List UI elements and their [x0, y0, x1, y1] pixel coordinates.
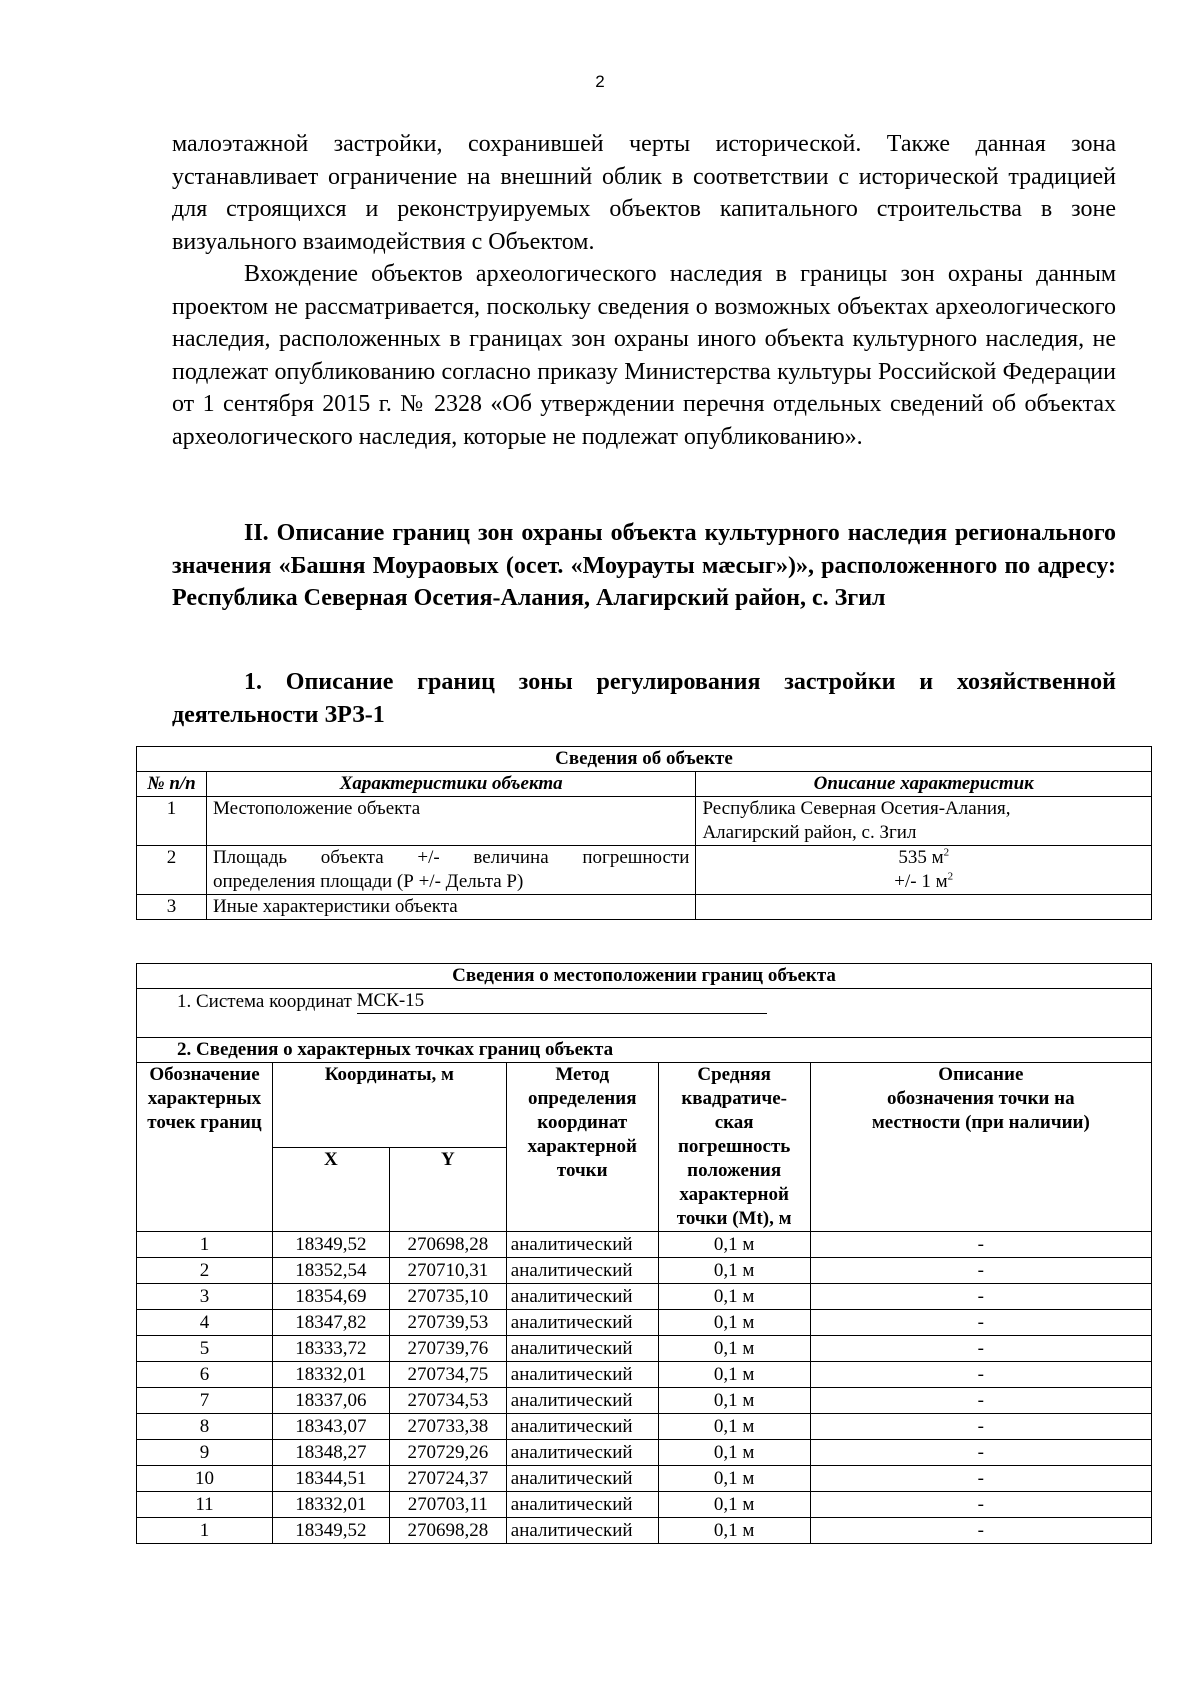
point-method: аналитический	[506, 1388, 658, 1414]
table-title-row	[137, 747, 1152, 772]
page-number: 2	[595, 72, 605, 91]
header-error	[658, 1063, 810, 1232]
point-mt: 0,1 м	[658, 1466, 810, 1492]
header-error-line: точки (Mt), м	[676, 1208, 792, 1229]
point-description: -	[810, 1388, 1151, 1414]
point-description: -	[810, 1336, 1151, 1362]
points-table-body	[137, 1232, 1152, 1544]
row-desc	[696, 895, 1152, 920]
point-x: 18349,52	[272, 1518, 389, 1544]
area-error	[702, 870, 1145, 894]
row-name: Иные характеристики объекта	[206, 895, 696, 920]
table-row	[137, 1414, 1152, 1440]
area-value	[702, 846, 1145, 870]
points-section-row	[137, 1038, 1152, 1063]
point-y: 270733,38	[389, 1414, 506, 1440]
header-error-line: Средняя	[697, 1064, 771, 1085]
location-title-row	[137, 964, 1152, 989]
point-method: аналитический	[506, 1440, 658, 1466]
point-x: 18354,69	[272, 1284, 389, 1310]
point-y: 270734,75	[389, 1362, 506, 1388]
header-method-line: координат	[537, 1112, 628, 1133]
point-id: 8	[137, 1414, 273, 1440]
point-y: 270698,28	[389, 1518, 506, 1544]
point-method: аналитический	[506, 1258, 658, 1284]
header-num: № п/п	[137, 772, 207, 797]
point-id: 10	[137, 1466, 273, 1492]
location-table-title: Сведения о местоположении границ объекта	[137, 964, 1152, 989]
header-designation-line: характерных	[147, 1088, 262, 1109]
header-designation	[137, 1063, 273, 1232]
point-description: -	[810, 1362, 1151, 1388]
row-num: 1	[137, 797, 207, 846]
point-method: аналитический	[506, 1362, 658, 1388]
table-row	[137, 1284, 1152, 1310]
point-y: 270734,53	[389, 1388, 506, 1414]
section-heading-block	[172, 517, 1116, 615]
point-method: аналитический	[506, 1518, 658, 1544]
point-mt: 0,1 м	[658, 1336, 810, 1362]
coord-system-value: МСК-15	[357, 989, 767, 1014]
row-num: 2	[137, 846, 207, 895]
header-error-line: ская	[714, 1112, 754, 1133]
point-x: 18352,54	[272, 1258, 389, 1284]
intro-paragraph	[172, 128, 1116, 258]
area-label-line-1: Площадь объекта +/- величина погрешности	[212, 847, 690, 868]
point-x: 18332,01	[272, 1492, 389, 1518]
subsection-heading: 1. Описание границ зоны регулирования застройки и хозяйственной деятельности ЗРЗ-1	[172, 669, 1116, 728]
point-description: -	[810, 1284, 1151, 1310]
point-id: 5	[137, 1336, 273, 1362]
table-row	[137, 1388, 1152, 1414]
table-row	[137, 1232, 1152, 1258]
subsection-heading-block	[172, 666, 1116, 731]
archaeology-paragraph	[172, 258, 1116, 453]
point-x: 18343,07	[272, 1414, 389, 1440]
header-method-line: точки	[556, 1160, 608, 1181]
point-mt: 0,1 м	[658, 1440, 810, 1466]
row-name: Местоположение объекта	[206, 797, 696, 846]
point-x: 18344,51	[272, 1466, 389, 1492]
point-mt: 0,1 м	[658, 1310, 810, 1336]
row-name	[206, 846, 696, 895]
point-id: 1	[137, 1518, 273, 1544]
header-designation-line: Обозначение	[149, 1064, 260, 1085]
point-mt: 0,1 м	[658, 1284, 810, 1310]
point-method: аналитический	[506, 1232, 658, 1258]
object-info-table	[136, 746, 1152, 920]
point-description: -	[810, 1466, 1151, 1492]
table-row	[137, 797, 1152, 846]
header-coordinates: Координаты, м	[272, 1063, 506, 1148]
coord-system-cell	[137, 989, 1152, 1038]
point-mt: 0,1 м	[658, 1232, 810, 1258]
point-method: аналитический	[506, 1466, 658, 1492]
point-description: -	[810, 1492, 1151, 1518]
point-description: -	[810, 1258, 1151, 1284]
point-mt: 0,1 м	[658, 1258, 810, 1284]
point-description: -	[810, 1518, 1151, 1544]
row-num: 3	[137, 895, 207, 920]
header-description-line: обозначения точки на	[887, 1088, 1075, 1109]
row-desc	[696, 846, 1152, 895]
point-id: 6	[137, 1362, 273, 1388]
header-characteristics: Характеристики объекта	[206, 772, 696, 797]
area-value-text: 535 м	[898, 847, 944, 868]
point-mt: 0,1 м	[658, 1388, 810, 1414]
point-id: 4	[137, 1310, 273, 1336]
points-header-row	[137, 1063, 1152, 1148]
point-method: аналитический	[506, 1336, 658, 1362]
point-y: 270724,37	[389, 1466, 506, 1492]
area-unit-power: 2	[943, 846, 950, 859]
point-id: 11	[137, 1492, 273, 1518]
row-desc	[696, 797, 1152, 846]
coord-system-row	[137, 989, 1152, 1038]
header-point-description	[810, 1063, 1151, 1232]
point-y: 270739,53	[389, 1310, 506, 1336]
header-y: Y	[389, 1147, 506, 1232]
header-designation-line: точек границ	[147, 1112, 262, 1133]
point-mt: 0,1 м	[658, 1362, 810, 1388]
point-y: 270703,11	[389, 1492, 506, 1518]
table-row	[137, 1440, 1152, 1466]
header-method-line: характерной	[527, 1136, 637, 1157]
header-description: Описание характеристик	[696, 772, 1152, 797]
table-row	[137, 1492, 1152, 1518]
section-heading: II. Описание границ зон охраны объекта культурного наследия регионального значения «Башня Моураовых (осет. «Моурауты мæсыг»)», расположенного по адресу: Республика Северная Осетия-Алания, Алагирский район, с. Згил	[172, 520, 1116, 611]
point-y: 270698,28	[389, 1232, 506, 1258]
table-row	[137, 1466, 1152, 1492]
table-row	[137, 1310, 1152, 1336]
point-y: 270710,31	[389, 1258, 506, 1284]
point-x: 18348,27	[272, 1440, 389, 1466]
header-description-line: местности (при наличии)	[871, 1112, 1090, 1133]
header-error-line: характерной	[679, 1184, 789, 1205]
point-description: -	[810, 1310, 1151, 1336]
point-method: аналитический	[506, 1492, 658, 1518]
object-table-title: Сведения об объекте	[137, 747, 1152, 772]
point-id: 1	[137, 1232, 273, 1258]
point-mt: 0,1 м	[658, 1492, 810, 1518]
point-description: -	[810, 1440, 1151, 1466]
area-error-text: +/- 1 м	[894, 871, 948, 892]
table-row	[137, 1518, 1152, 1544]
paragraph-archaeology: Вхождение объектов археологического наследия в границы зон охраны данным проектом не рассматривается, поскольку сведения о возможных объектах археологического наследия, расположенных в границах зон охраны иного объекта культурного наследия, не подлежат опубликованию согласно приказу Министерства культуры Российской Федерации от 1 сентября 2015 г. № 2328 «Об утверждении перечня отдельных сведений об объектах археологического наследия, которые не подлежат опубликованию».	[172, 261, 1116, 450]
point-mt: 0,1 м	[658, 1414, 810, 1440]
point-x: 18333,72	[272, 1336, 389, 1362]
location-line-2: Алагирский район, с. Згил	[702, 822, 917, 843]
header-method-line: определения	[527, 1088, 637, 1109]
point-x: 18347,82	[272, 1310, 389, 1336]
table-row	[137, 1362, 1152, 1388]
table-header-row	[137, 772, 1152, 797]
point-id: 9	[137, 1440, 273, 1466]
coord-system-label: 1. Система координат	[177, 991, 352, 1012]
table-row	[137, 895, 1152, 920]
table-row	[137, 846, 1152, 895]
header-description-line: Описание	[938, 1064, 1024, 1085]
header-error-line: погрешность	[677, 1136, 791, 1157]
point-y: 270735,10	[389, 1284, 506, 1310]
point-description: -	[810, 1232, 1151, 1258]
header-error-line: квадратиче-	[681, 1088, 787, 1109]
table-row	[137, 1336, 1152, 1362]
paragraph-continuation: малоэтажной застройки, сохранившей черты исторической. Также данная зона устанавливает ограничение на внешний облик в соответствии с исторической традицией для строящихся и реконструируемых объектов капитального строительства в зоне визуального взаимодействия с Объектом.	[172, 131, 1116, 255]
area-error-unit-power: 2	[947, 870, 954, 883]
point-id: 3	[137, 1284, 273, 1310]
location-line-1: Республика Северная Осетия-Алания,	[702, 798, 1011, 819]
point-y: 270739,76	[389, 1336, 506, 1362]
point-method: аналитический	[506, 1414, 658, 1440]
point-mt: 0,1 м	[658, 1518, 810, 1544]
header-method-line: Метод	[555, 1064, 610, 1085]
point-id: 7	[137, 1388, 273, 1414]
header-method	[506, 1063, 658, 1232]
point-method: аналитический	[506, 1284, 658, 1310]
point-id: 2	[137, 1258, 273, 1284]
point-y: 270729,26	[389, 1440, 506, 1466]
point-description: -	[810, 1414, 1151, 1440]
header-x: X	[272, 1147, 389, 1232]
point-method: аналитический	[506, 1310, 658, 1336]
location-table	[136, 963, 1152, 1544]
point-x: 18337,06	[272, 1388, 389, 1414]
point-x: 18349,52	[272, 1232, 389, 1258]
header-error-line: положения	[687, 1160, 782, 1181]
area-label-line-2: определения площади (Р +/- Дельта Р)	[212, 871, 524, 892]
points-section-title: 2. Сведения о характерных точках границ объекта	[137, 1038, 1152, 1063]
point-x: 18332,01	[272, 1362, 389, 1388]
table-row	[137, 1258, 1152, 1284]
